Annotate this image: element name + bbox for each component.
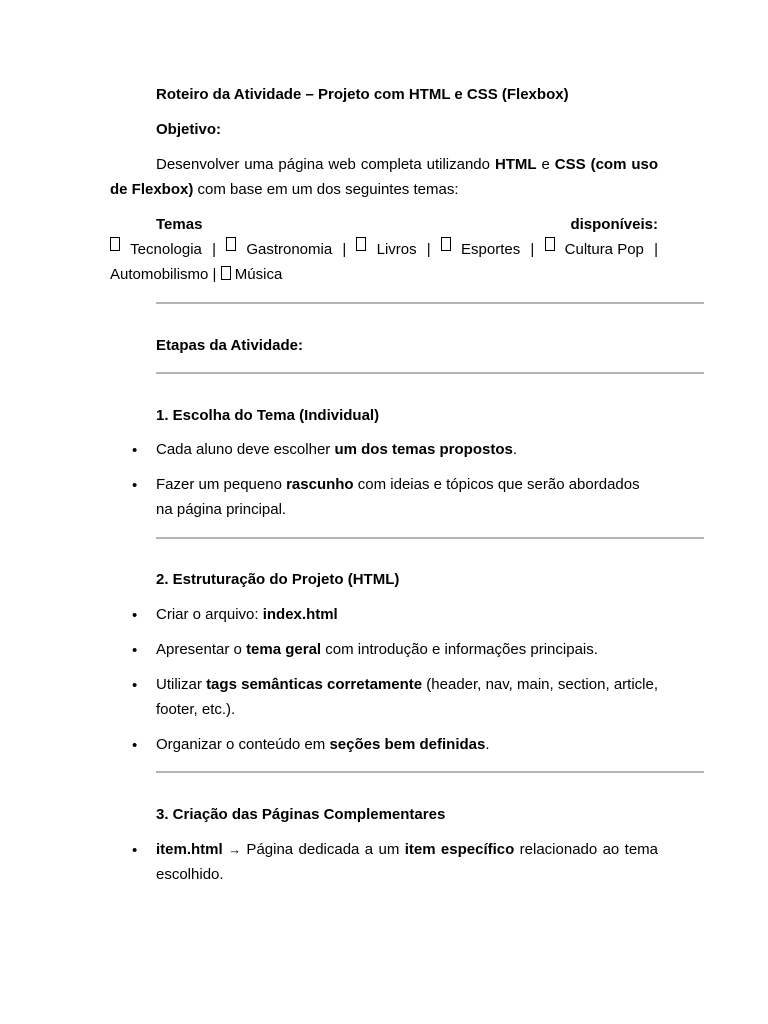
theme-item: Gastronomia bbox=[246, 241, 333, 258]
horizontal-rule bbox=[156, 372, 704, 374]
horizontal-rule bbox=[156, 537, 704, 539]
themes-list-line1: Tecnologia | Gastronomia | Livros | Esportes | Cultura Pop | bbox=[110, 237, 658, 262]
arrow-right-icon: → bbox=[228, 842, 242, 857]
objective-paragraph: Desenvolver uma página web completa utilizando HTML e CSS (com uso de Flexbox) com base em um dos seguintes temas: bbox=[110, 156, 659, 198]
theme-icon bbox=[221, 266, 231, 280]
theme-item: Tecnologia bbox=[130, 241, 202, 258]
theme-item: Livros bbox=[376, 241, 417, 258]
step2-bullet-4: Organizar o conteúdo em seções bem definidas. bbox=[156, 736, 490, 753]
bullet-icon: • bbox=[132, 677, 138, 694]
theme-item: Cultura Pop bbox=[564, 241, 644, 258]
theme-icon bbox=[441, 237, 451, 251]
theme-icon bbox=[110, 237, 120, 251]
theme-icon bbox=[545, 237, 555, 251]
bullet-icon: • bbox=[132, 477, 138, 494]
theme-item: Música bbox=[234, 266, 283, 283]
bullet-icon: • bbox=[132, 842, 138, 859]
stages-heading: Etapas da Atividade: bbox=[156, 337, 303, 354]
objective-heading: Objetivo: bbox=[156, 121, 222, 138]
bullet-icon: • bbox=[132, 442, 138, 459]
horizontal-rule bbox=[156, 771, 704, 773]
theme-item: Esportes bbox=[461, 241, 521, 258]
theme-icon bbox=[356, 237, 366, 251]
step2-bullet-1: Criar o arquivo: index.html bbox=[156, 606, 338, 623]
theme-item: Automobilismo bbox=[110, 266, 209, 283]
themes-list-line2: Automobilismo | Música bbox=[110, 266, 283, 283]
horizontal-rule bbox=[156, 302, 704, 304]
step2-bullet-2: Apresentar o tema geral com introdução e informações principais. bbox=[156, 641, 598, 658]
step1-bullet-2: Fazer um pequeno rascunho com ideias e tópicos que serão abordados na página principal. bbox=[156, 476, 640, 518]
bullet-icon: • bbox=[132, 607, 138, 624]
bullet-icon: • bbox=[132, 642, 138, 659]
step2-heading: 2. Estruturação do Projeto (HTML) bbox=[156, 571, 400, 588]
step1-bullet-1: Cada aluno deve escolher um dos temas propostos. bbox=[156, 441, 517, 458]
step3-heading: 3. Criação das Páginas Complementares bbox=[156, 806, 446, 823]
themes-heading: Temas disponíveis: bbox=[156, 216, 658, 233]
bullet-icon: • bbox=[132, 737, 138, 754]
step3-bullet-1: item.html → Página dedicada a um item específico relacionado ao tema escolhido. bbox=[156, 841, 658, 883]
document-title: Roteiro da Atividade – Projeto com HTML e CSS (Flexbox) bbox=[156, 86, 569, 103]
theme-icon bbox=[226, 237, 236, 251]
step1-heading: 1. Escolha do Tema (Individual) bbox=[156, 407, 380, 424]
step2-bullet-3: Utilizar tags semânticas corretamente (header, nav, main, section, article, footer, etc.). bbox=[156, 676, 658, 718]
